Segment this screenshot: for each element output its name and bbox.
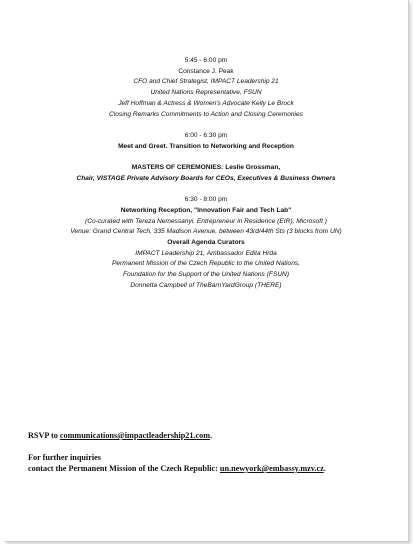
block4-venue: Venue: Grand Central Tech, 335 Madison Avenue, between 43rd/44th Sts (3 blocks from UN) [70,228,342,236]
contact-footer [28,430,326,474]
document-page [4,0,409,542]
inquiries-prefix: contact the Permanent Mission of the Czech Republic: [28,464,220,473]
block4-curated: (Co-curated with Tereza Nemessanyi, Entrepreneur in Residence (EIR), Microsoft ) [85,217,327,225]
block4-title: Networking Reception, "Innovation Fair and Tech Lab" [120,206,292,214]
block4-curators-heading: Overall Agenda Curators [167,238,245,246]
block1-speakers: Jeff Hoffman & Actress & Women's Advocate Kelly Le Brock [118,99,294,107]
block1-name: Constance J. Peak [178,67,234,75]
block1-topic: Closing Remarks Commitments to Action and Closing Ceremonies [109,110,303,118]
block3-heading: MASTERS OF CEREMONIES: Leslie Grossman, [131,164,281,171]
inquiries-line2 [28,463,326,474]
block1-role1: CFO and Chief Strategist, IMPACT Leadership 21 [133,78,279,86]
program-schedule [4,56,408,291]
block4-curator4: Donnetta Campbell of TheBarnYardGroup (THERE) [130,281,282,289]
embassy-email-link[interactable]: un.newyork@embassy.mzv.cz [219,464,324,473]
block2-title: Meet and Greet. Transition to Networking and Reception [118,142,294,150]
block4-curator1: IMPACT Leadership 21, Ambassador Edita Hrda [135,249,277,257]
rsvp-prefix: RSVP to [28,431,60,440]
block1-role2: United Nations Representative, FSUN [150,89,262,97]
block3-subheading: Chair, VISTAGE Private Advisory Boards for CEOs, Executives & Business Owners [76,174,336,182]
inquiries-line1: For further inquiries [28,453,101,462]
block4-time: 6:30 - 8:00 pm [184,196,228,204]
rsvp-suffix: . [210,431,213,440]
rsvp-line [28,430,326,441]
block2-time: 6:00 - 6:30 pm [184,131,228,139]
rsvp-email-link[interactable]: communications@impactleadership21.com [59,431,211,440]
inquiries-suffix: . [323,464,326,473]
block4-curator2: Permanent Mission of the Czech Republic to the United Nations, [111,260,301,268]
block1-time: 5:45 - 6:00 pm [184,57,228,64]
block4-curator3: Foundation for the Support of the United Nations (FSUN) [122,271,290,279]
